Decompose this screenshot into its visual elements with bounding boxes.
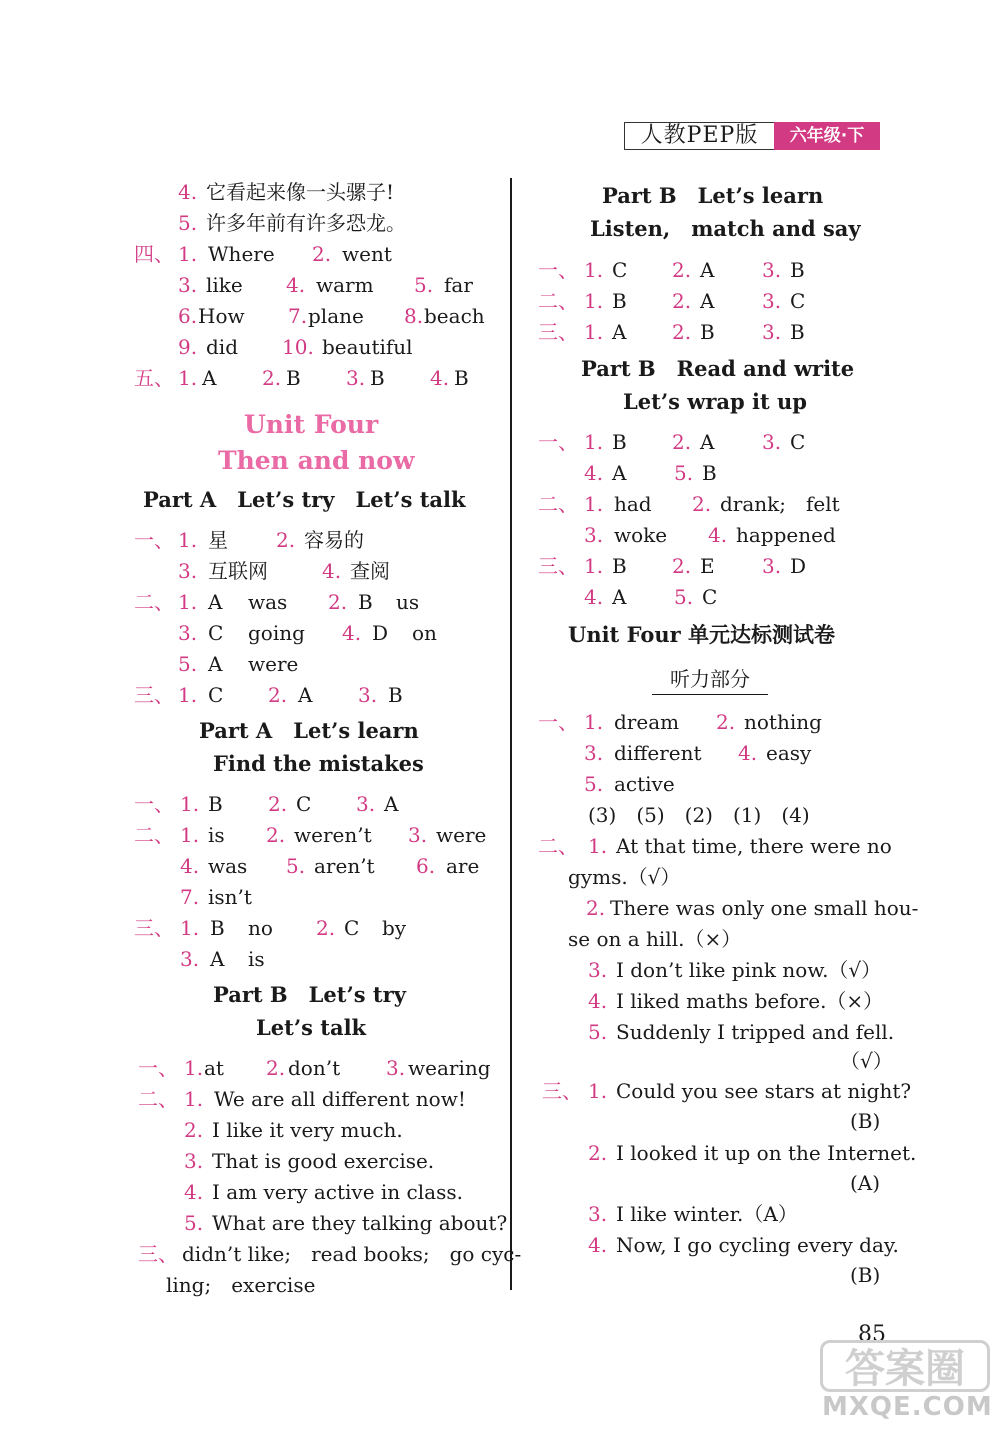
answer-text: nothing (744, 710, 822, 734)
answer-text: us (396, 590, 420, 614)
answer-text: 容易的 (304, 528, 364, 552)
answer-letter: B (358, 590, 373, 614)
item-number: 6. (178, 304, 198, 328)
item-number: 4. (180, 854, 200, 878)
item-number: 1. (584, 289, 604, 313)
item-number: 1. (178, 683, 198, 707)
answer-text: no (248, 916, 273, 940)
answer-letter: C (208, 621, 224, 645)
answer-text: are (446, 854, 480, 878)
answer-text: A (612, 585, 627, 609)
part-heading: Part B Let’s learn (602, 183, 824, 208)
item-number: 1. (180, 792, 200, 816)
answer-text: B (208, 792, 223, 816)
item-number: 2. (672, 554, 692, 578)
answer-letter: A (208, 652, 223, 676)
part-subheading: Listen, match and say (590, 216, 861, 241)
answer-letter: B (210, 916, 225, 940)
item-number: 3. (762, 430, 782, 454)
item-number: 4. (178, 180, 198, 204)
answer-text: (B) (850, 1109, 881, 1133)
answer-text: gyms.（√） (568, 865, 681, 889)
item-number: 3. (588, 1202, 608, 1226)
section-label: 四、 (134, 242, 174, 266)
answer-text: beach (424, 304, 485, 328)
answer-text: wearing (408, 1056, 491, 1080)
answer-text: 许多年前有许多恐龙。 (206, 211, 406, 235)
item-number: 5. (184, 1211, 204, 1235)
answer-text: Could you see stars at night? (616, 1079, 912, 1103)
section-label: 二、 (538, 492, 578, 516)
answer-text: far (444, 273, 473, 297)
answer-text: A (700, 258, 715, 282)
item-number: 4. (588, 1233, 608, 1257)
answer-text: didn’t like; read books; go cyc- (182, 1242, 522, 1266)
item-number: 2. (672, 258, 692, 282)
item-number: 1. (184, 1087, 204, 1111)
item-number: 2. (672, 289, 692, 313)
answer-text: A (202, 366, 217, 390)
item-number: 2. (316, 916, 336, 940)
item-number: 3. (178, 621, 198, 645)
item-number: 3. (180, 947, 200, 971)
item-number: 4. (430, 366, 450, 390)
answer-text: How (198, 304, 245, 328)
answer-text: B (612, 430, 627, 454)
part-subheading: Let’s wrap it up (623, 389, 807, 414)
answer-text: C (790, 289, 806, 313)
item-number: 2. (692, 492, 712, 516)
unit-subtitle: Then and now (218, 446, 415, 475)
answer-text: were (248, 652, 299, 676)
section-label: 三、 (134, 916, 174, 940)
answer-text: What are they talking about? (212, 1211, 508, 1235)
item-number: 5. (584, 772, 604, 796)
answer-text: se on a hill.（×） (568, 927, 742, 951)
answer-text: isn’t (208, 885, 252, 909)
answer-text: A (700, 289, 715, 313)
answer-text: don’t (288, 1056, 341, 1080)
part-heading: Part A Let’s learn (199, 718, 419, 743)
section-label: 三、 (542, 1079, 582, 1103)
part-subheading: Find the mistakes (213, 751, 424, 776)
item-number: 3. (178, 273, 198, 297)
answer-text: 它看起来像一头骡子! (206, 180, 395, 204)
item-number: 3. (184, 1149, 204, 1173)
part-heading: Part B Read and write (581, 356, 855, 381)
answer-text: We are all different now! (214, 1087, 466, 1111)
item-number: 4. (322, 559, 342, 583)
answer-text: I looked it up on the Internet. (616, 1141, 917, 1165)
answer-text: warm (316, 273, 374, 297)
answer-text: happened (736, 523, 836, 547)
answer-text: (B) (850, 1263, 881, 1287)
item-number: 4. (342, 621, 362, 645)
item-number: 2. (184, 1118, 204, 1142)
item-number: 5. (178, 211, 198, 235)
answer-text: （√） (840, 1049, 893, 1073)
item-number: 1. (184, 1056, 204, 1080)
listening-heading: 听力部分 (652, 666, 768, 695)
answer-text: at (204, 1056, 224, 1080)
item-number: 3. (386, 1056, 406, 1080)
item-number: 2. (266, 1056, 286, 1080)
answer-text: drank; felt (720, 492, 840, 516)
item-number: 3. (588, 958, 608, 982)
answer-text: is (248, 947, 265, 971)
item-number: 2. (268, 683, 288, 707)
answer-text: There was only one small hou- (610, 896, 919, 920)
answer-text: by (382, 916, 407, 940)
item-number: 5. (674, 461, 694, 485)
answer-text: B (388, 683, 403, 707)
answer-text: A (700, 430, 715, 454)
answer-text: 查阅 (350, 559, 390, 583)
answer-letter: A (210, 947, 225, 971)
item-number: 3. (762, 258, 782, 282)
section-label: 三、 (538, 320, 578, 344)
answer-text: plane (308, 304, 364, 328)
answer-text: I don’t like pink now.（√） (616, 958, 882, 982)
item-number: 3. (762, 320, 782, 344)
item-number: 3. (346, 366, 366, 390)
answer-text: I like it very much. (212, 1118, 403, 1142)
item-number: 1. (180, 916, 200, 940)
answer-text: B (370, 366, 385, 390)
item-number: 4. (588, 989, 608, 1013)
item-number: 3. (762, 554, 782, 578)
answer-text: had (614, 492, 652, 516)
item-number: 9. (178, 335, 198, 359)
answer-text: Suddenly I tripped and fell. (616, 1020, 895, 1044)
answer-text: is (208, 823, 225, 847)
item-number: 5. (286, 854, 306, 878)
answer-text: D (790, 554, 807, 578)
section-label: 二、 (538, 289, 578, 313)
item-number: 1. (584, 492, 604, 516)
item-number: 4. (738, 741, 758, 765)
item-number: 2. (268, 792, 288, 816)
answer-text: 互联网 (208, 559, 268, 583)
answer-text: C (612, 258, 628, 282)
edition-label: 人教PEP版 (624, 122, 774, 150)
answer-text: going (248, 621, 305, 645)
item-number: 1. (584, 554, 604, 578)
section-label: 二、 (538, 834, 578, 858)
answer-text: was (248, 590, 288, 614)
answer-text: C (208, 683, 224, 707)
answer-text: Now, I go cycling every day. (616, 1233, 899, 1257)
item-number: 1. (178, 242, 198, 266)
answer-text: A (612, 320, 627, 344)
answer-text: did (206, 335, 239, 359)
section-label: 一、 (538, 258, 578, 282)
answer-text: C (296, 792, 312, 816)
section-label: 三、 (138, 1242, 178, 1266)
answer-text: B (702, 461, 717, 485)
answer-text: like (206, 273, 243, 297)
item-number: 2. (672, 320, 692, 344)
answer-text: A (612, 461, 627, 485)
section-label: 三、 (538, 554, 578, 578)
section-label: 二、 (134, 823, 174, 847)
watermark-logo: 答案圈 (820, 1340, 990, 1392)
item-number: 2. (276, 528, 296, 552)
item-number: 2. (262, 366, 282, 390)
item-number: 1. (178, 590, 198, 614)
item-number: 5. (178, 652, 198, 676)
item-number: 1. (588, 1079, 608, 1103)
item-number: 8. (404, 304, 424, 328)
answer-text: aren’t (314, 854, 375, 878)
answer-text: I am very active in class. (212, 1180, 463, 1204)
answer-text: 星 (208, 528, 228, 552)
section-label: 二、 (138, 1087, 178, 1111)
section-label: 一、 (138, 1056, 178, 1080)
answer-text: beautiful (322, 335, 413, 359)
answer-text: B (612, 554, 627, 578)
item-number: 1. (180, 823, 200, 847)
item-number: 10. (282, 335, 314, 359)
item-number: 3. (358, 683, 378, 707)
section-label: 一、 (538, 430, 578, 454)
answer-text: B (454, 366, 469, 390)
item-number: 5. (588, 1020, 608, 1044)
item-number: 4. (708, 523, 728, 547)
item-number: 1. (584, 258, 604, 282)
answer-text: different (614, 741, 702, 765)
answer-text: ling; exercise (166, 1273, 316, 1297)
item-number: 1. (584, 710, 604, 734)
answer-text: dream (614, 710, 680, 734)
part-heading: Part A Let’s try Let’s talk (143, 487, 466, 512)
section-label: 二、 (134, 590, 174, 614)
item-number: 3. (356, 792, 376, 816)
item-number: 4. (286, 273, 306, 297)
answer-text: was (208, 854, 248, 878)
answer-text: Where (208, 242, 275, 266)
grade-badge: 六年级·下 (774, 122, 880, 150)
test-title: Unit Four 单元达标测试卷 (568, 622, 835, 647)
item-number: 2. (588, 1141, 608, 1165)
item-number: 7. (180, 885, 200, 909)
item-number: 4. (584, 461, 604, 485)
answer-text: easy (766, 741, 812, 765)
section-label: 一、 (134, 792, 174, 816)
item-number: 6. (416, 854, 436, 878)
answer-text: C (702, 585, 718, 609)
item-number: 5. (674, 585, 694, 609)
section-label: 一、 (134, 528, 174, 552)
answer-text: That is good exercise. (212, 1149, 435, 1173)
item-number: 3. (584, 523, 604, 547)
answer-letter: C (344, 916, 360, 940)
answer-text: active (614, 772, 675, 796)
answer-text: went (342, 242, 392, 266)
answer-text: (3) (5) (2) (1) (4) (588, 803, 810, 827)
answer-letter: A (208, 590, 223, 614)
item-number: 7. (288, 304, 308, 328)
answer-text: B (790, 320, 805, 344)
part-subheading: Let’s talk (256, 1015, 367, 1040)
answer-text: At that time, there were no (616, 834, 892, 858)
item-number: 2. (266, 823, 286, 847)
watermark-site: MXQE.COM (822, 1392, 993, 1422)
item-number: 2. (586, 896, 606, 920)
answer-text: were (436, 823, 487, 847)
page-number: 85 (858, 1322, 886, 1347)
section-label: 一、 (538, 710, 578, 734)
item-number: 1. (178, 366, 198, 390)
answer-text: A (298, 683, 313, 707)
item-number: 3. (408, 823, 428, 847)
answer-text: I liked maths before.（×） (616, 989, 884, 1013)
item-number: 1. (588, 834, 608, 858)
answer-text: B (790, 258, 805, 282)
answer-text: C (790, 430, 806, 454)
answer-text: woke (614, 523, 668, 547)
section-label: 三、 (134, 683, 174, 707)
answer-text: I like winter.（A） (616, 1202, 798, 1226)
item-number: 5. (414, 273, 434, 297)
item-number: 3. (762, 289, 782, 313)
answer-letter: D (372, 621, 389, 645)
item-number: 1. (584, 320, 604, 344)
answer-text: B (700, 320, 715, 344)
item-number: 4. (584, 585, 604, 609)
item-number: 4. (184, 1180, 204, 1204)
item-number: 2. (328, 590, 348, 614)
answer-text: A (384, 792, 399, 816)
unit-title: Unit Four (244, 410, 379, 439)
section-label: 五、 (134, 366, 174, 390)
item-number: 3. (178, 559, 198, 583)
answer-text: weren’t (294, 823, 372, 847)
answer-text: (A) (850, 1171, 881, 1195)
part-heading: Part B Let’s try (213, 982, 406, 1007)
answer-text: E (700, 554, 715, 578)
answer-text: B (612, 289, 627, 313)
item-number: 2. (672, 430, 692, 454)
item-number: 2. (716, 710, 736, 734)
item-number: 2. (312, 242, 332, 266)
item-number: 3. (584, 741, 604, 765)
answer-text: on (412, 621, 437, 645)
answer-text: B (286, 366, 301, 390)
item-number: 1. (584, 430, 604, 454)
item-number: 1. (178, 528, 198, 552)
